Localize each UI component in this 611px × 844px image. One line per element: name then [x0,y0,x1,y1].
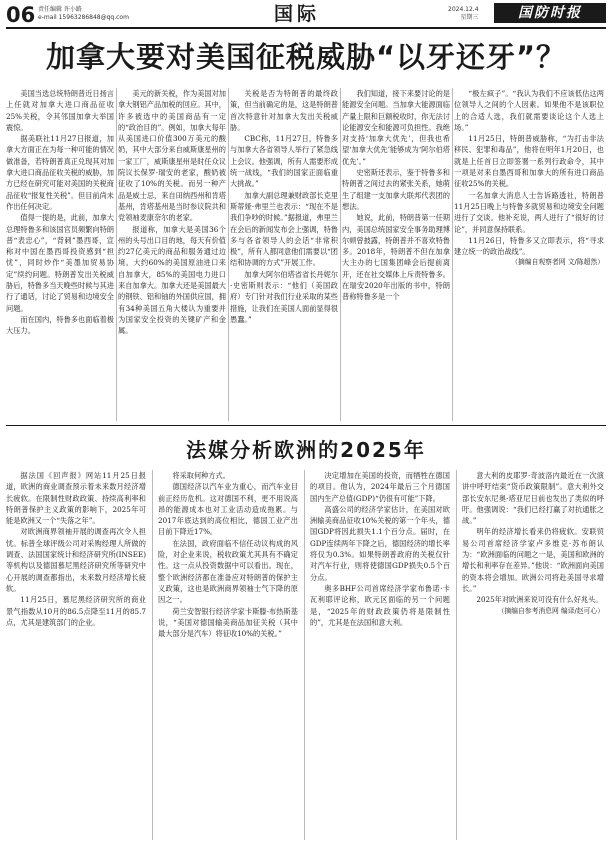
editor-info [38,6,129,22]
paragraph: CBC称，11月27日，特鲁多与加拿大各省领导人举行了紧急线上会议。他强调，所有人需要形成统一战线，“我们的国家正面临重大挑战。” [230,134,338,189]
paragraph: 11月25日，特朗普威胁称，“为打击非法移民、犯罪和毒品”，他将在明年1月20日，也就是上任首日立即签署一系列行政命令，其中一项是对来自墨西哥和加拿大的所有进口商品征收25%的关税。 [454,134,604,189]
article-1-headline: 加拿大要对美国征税威胁“以牙还牙”？ [45,40,567,74]
paragraph: 11月26日，特鲁多又立即表示，将“寻求建立统一的政治战线”。 [454,235,604,257]
article-2-column [6,470,146,840]
paragraph: 史密斯还表示，鉴于特鲁多和特朗普之间过去的紧张关系，她萌生了组建一支加拿大联邦代表团的想法。 [342,168,450,211]
issue-date-block [448,6,479,22]
paper-logo: 国防时报 [494,3,606,23]
paragraph: 值得一提的是，此前，加拿大总理特鲁多和该国官员频繁向特朗普“表忠心”，“背刺”墨西哥，宣称对中国在墨西哥投资感到“担忧”，同时炒作“美墨加贸易协定”续约问题。特朗普发出关税威胁后，特鲁多当天晚些时候与其进行了通话，讨论了贸易和边境安全问题。 [6,213,114,313]
paragraph: 2025年对欧洲来说可没有什么好兆头。 [476,595,603,605]
column-divider [456,470,457,840]
paragraph: 高盛公司的经济学家估计，在美国对欧洲输美商品征收10%关税的第一个年头，德国GDP将因此损失1.1个百分点。届时，在GDP连续两年下降之后，德国经济的增长率将仅为0.3%。如果特朗普政府的关税仅针对汽车行业，则将使德国GDP损失0.5个百分点。 [310,504,450,582]
byline: （摘编自参考消息网 编译/赵可心） [497,606,604,615]
column-divider [152,470,153,840]
paragraph: 加拿大阿尔伯塔省省长丹妮尔·史密斯则表示：“他们（美国政府）专门针对我们行业采取的某些措施，让我们在美国人面前显得很愚蠢。” [230,269,338,324]
paragraph: 11月25日，慕尼黑经济研究所的商业景气指数从10月的86.5点降至11月的85.7点，尤其是建筑部门的企业。 [6,595,146,627]
article-1-column [454,88,604,421]
article-2-headline: 法媒分析欧洲的2025年 [186,438,426,462]
paragraph: 德国经济以汽车业为重心，而汽车业目前正经历危机。这对德国不利，更不用说高昂的能源成本也对工业活动造成拖累。与2017年底达到的高位相比，德国工业产出目前下降近17%。 [158,482,298,537]
article-1-column [230,88,338,421]
article-2-column [310,470,450,840]
paragraph: 美元的新关税，作为美国对加拿大钢铝产品加税的回应。其中，许多被选中的美国商品有一定的“政治目的”。例如，加拿大每年从美国进口价值300万美元的酸奶，其中大部分来自威斯康星州的一家工厂，威斯康星州是时任众议院议长保罗·瑞安的老家，酸奶被征收了10%的关税。而另一种产品是威士忌，来自田纳西州和肯塔基州，肯塔基州是当时参议院共和党领袖麦康奈尔的老家。 [118,89,226,223]
paragraph: 在法国，政府面临不信任动议构成的风险，对企业来说，税收政策尤其具有不确定性。这一点从投资数据中可以看出。现在，整个欧洲经济都在准备应对特朗普的保护主义政策，这也是欧洲商界领袖士气下降的原因之一。 [158,538,298,605]
column-divider [304,470,305,840]
article-divider [6,425,606,426]
column-divider [116,88,117,421]
paragraph: 她说，此前，特朗普第一任期内，美国总统国家安全事务助理博尔顿曾披露，特朗普并不喜欢特鲁多。2018年，特朗普不但在加拿大主办的七国集团峰会后提前离开，还在社交媒体上斥责特鲁多。在瑞安2020年出版的书中，特朗普称特鲁多是一个 [342,213,450,302]
page-number: 06 [6,3,36,27]
paragraph: 明年的经济增长看来仍将疲软。安联贸易公司首席经济学家卢多维克·苏布朗认为：“欧洲面临的问题之一是，美国和欧洲的增长和利率存在差异。”他说：“欧洲面向美国的资本将会增加。欧洲公司将赴美国寻求增长。” [462,527,604,593]
article-2-body [6,470,606,840]
issue-weekday: 星期三 [460,14,479,21]
column-divider [228,88,229,421]
paragraph: 荷兰安智银行经济学家卡斯滕·布热斯基说，“美国对德国输美商品加征关税（其中最大部分是汽车）将征收10%的关税。” [158,606,298,639]
article-1-column [6,88,114,421]
article-2-column [158,470,298,840]
paragraph: 而在国内，特鲁多也面临着极大压力。 [6,314,114,336]
paragraph: 我们知道，接下来要讨论的是能源安全问题。当加拿大能源面临产量上限和巨额税收时，你无法讨论能源安全和能源可负担性。我绝对支持‘加拿大优先’，但我也希望‘加拿大优先’能够成为‘阿尔伯塔优先’。” [342,89,450,166]
editor-name: 责任编辑 许小路 [38,6,82,13]
paragraph: 据法国《回声报》网站11月25日报道，欧洲的商业调查预示着未来数月经济增长疲软。在限制性财政政策、持续高利率和特朗普保护主义政策的影响下，2025年可能是欧洲又一个“失落之年”。 [6,471,146,526]
paragraph: 美国当选总统特朗普近日扬言上任就对加拿大进口商品征收25%关税，令其邻国加拿大举国震惊。 [6,89,114,132]
paragraph: 决定增加在美国的投资，而牺牲在德国的项目。他认为，2024年最后三个月德国国内生产总值(GDP)“仍很有可能”下降。 [310,471,450,503]
paragraph: 关税是否为特朗普的最终政策，但当前确定的是，这是特朗普首次特意针对加拿大发出关税威胁。 [230,89,338,132]
paragraph: 一名加拿大消息人士告诉路透社，特朗普11月25日晚上与特鲁多就贸易和边境安全问题进行了交谈。他补充说，两人进行了“很好的讨论”，并同意保持联系。 [454,190,604,234]
paragraph: 加拿大副总理兼财政部长克里斯蒂娅·弗里兰也表示：“现在不是我们争吵的时候。”据报道，弗里兰在会后的新闻发布会上强调，特鲁多与各省领导人的会话“非常积极”，所有人都同意他们需要以“团结和协调的方式”开展工作。 [230,190,338,268]
column-divider [452,88,453,421]
masthead [0,0,611,30]
column-divider [340,88,341,421]
editor-email: e-mail 15963286848@qq.com [38,14,129,21]
issue-date: 2024.12.4 [448,6,479,13]
article-1-column [118,88,226,421]
article-1-column [342,88,450,421]
article-1-body [6,88,606,421]
paragraph: 据美联社11月27日报道，加拿大方面正在为每一种可能的情况做准备，若特朗普真正兑现其对加拿大进口商品征收关税的威胁，加方已经在研究可能对美国的关税商品征收“报复性关税”。但目前尚未作出任何决定。 [6,134,114,211]
masthead-divider [6,27,606,29]
section-title: 国际 [274,3,321,25]
paragraph: 意大利的皮耶罗·奇波洛内最近在一次演讲中呼吁结束“货币政策限制”。意大利外交部长安东尼奥·塔亚尼日前也发出了类似的呼吁。他强调说：“我们已经打赢了对抗通胀之战。” [462,471,604,526]
paragraph: 奥多BHF公司首席经济学家布鲁诺·卡瓦利耶评论称，欧元区面临的另一个问题是，“2025年的财政政策仍将是限制性的”，尤其是在法国和意大利。 [310,583,450,627]
paragraph: 报道称，加拿大是美国36个州的头号出口目的地，每天有价值约27亿美元的商品和服务通过边境。大约60%的美国原油进口来自加拿大，85%的美国电力进口来自加拿大。加拿大还是美国最大的钢铁、铝和铀的外国供应国，拥有34种美国五角大楼认为重要并为国家安全投资的关键矿产和金属。 [118,224,226,336]
paragraph: 对欧洲商界领袖开展的调查再次令人担忧。标普全球评级公司对采购经理人所做的调查、法国国家统计和经济研究所(INSEE)等机构以及德国慕尼黑经济研究所等研究中心开展的调查都指出，未来数月经济增长疲软。 [6,527,146,593]
paragraph: 将采取何种方式。 [172,471,230,480]
article-2-column [462,470,604,840]
byline: （摘编自观察者网 文/陈超然） [511,258,604,267]
paragraph: “极左疯子”。“我认为我们不应该低估这两位领导人之间的个人因素。如果他不是该职位上的合适人选，我们就需要谈论这个人选上场。” [454,89,604,132]
